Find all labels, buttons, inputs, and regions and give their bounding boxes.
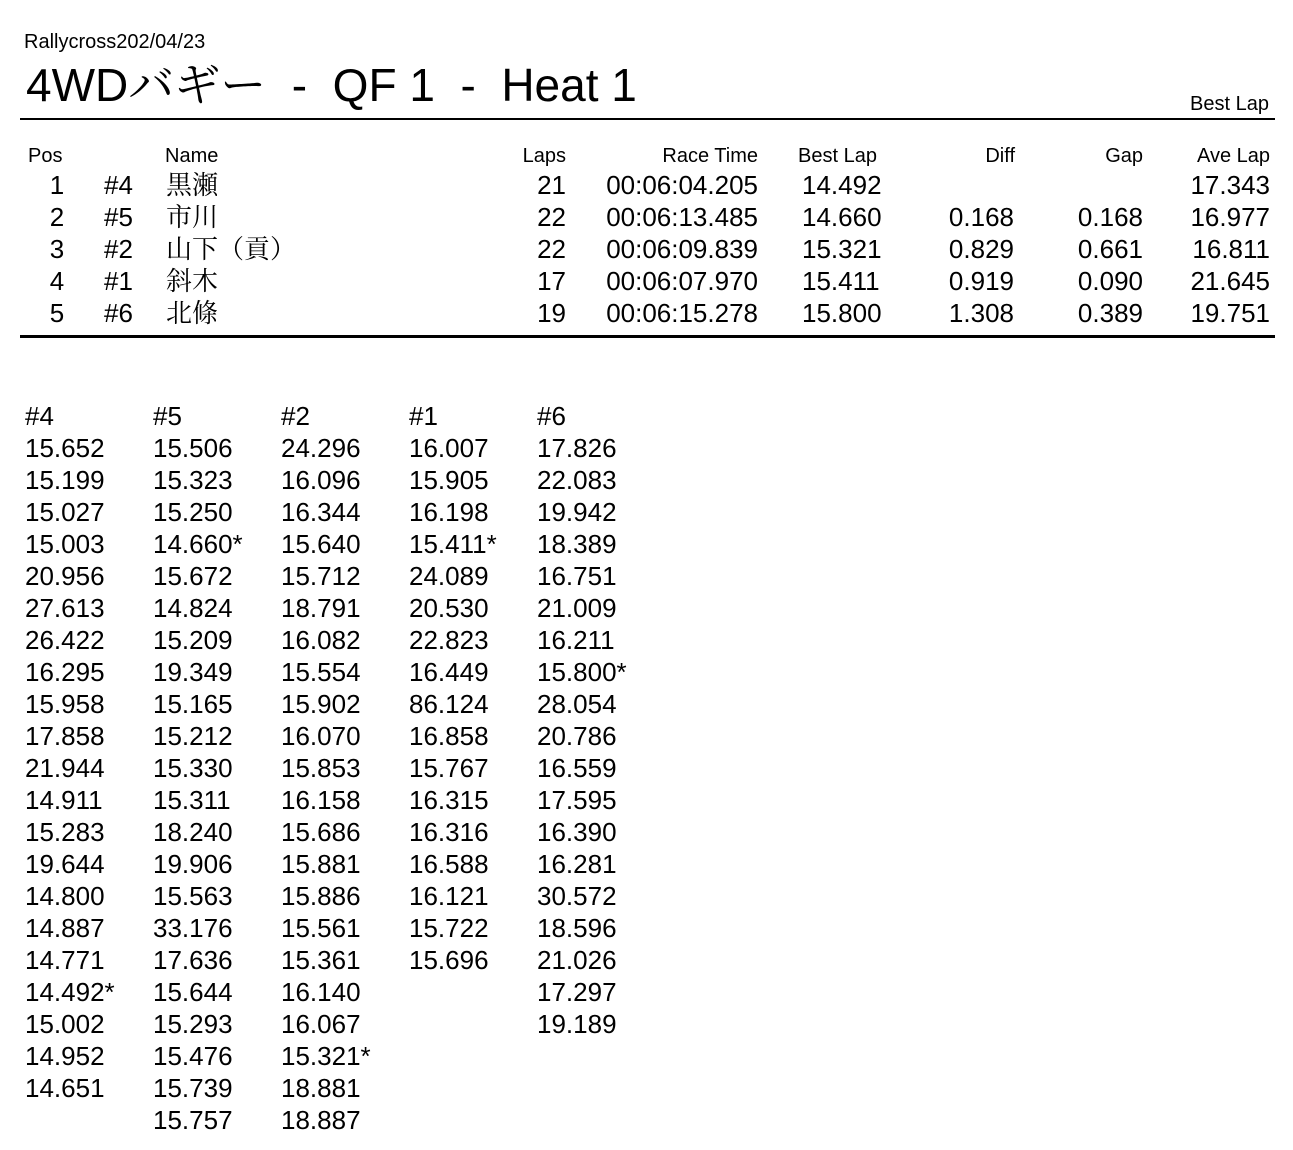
lap-time: 15.361	[281, 945, 361, 975]
lap-time: 15.212	[153, 721, 233, 751]
lap-time: 14.911	[25, 785, 103, 815]
lap-time: 18.596	[537, 913, 617, 943]
lap-time: 16.198	[409, 497, 489, 527]
lap-time: 15.853	[281, 753, 361, 783]
cell-name: 斜木	[166, 266, 219, 296]
lap-time: 19.942	[537, 497, 617, 527]
lap-time: 15.311	[153, 785, 231, 815]
lap-column	[153, 400, 243, 1136]
lap-time: 15.506	[153, 433, 233, 463]
lap-time: 21.026	[537, 945, 617, 975]
lap-time: 15.902	[281, 689, 361, 719]
lap-time: 16.315	[409, 785, 489, 815]
lap-time: 16.158	[281, 785, 361, 815]
cell-diff: 0.168	[948, 202, 1014, 232]
lap-time: 17.297	[537, 977, 617, 1007]
lap-time: 15.672	[153, 561, 233, 591]
lap-column-car-number: #2	[281, 401, 310, 431]
cell-race-time: 00:06:15.278	[606, 298, 758, 328]
lap-time: 15.686	[281, 817, 361, 847]
lap-time: 14.887	[25, 913, 105, 943]
lap-time: 15.644	[153, 977, 233, 1007]
lap-time: 15.330	[153, 753, 233, 783]
cell-pos: 4	[49, 266, 65, 296]
cell-diff: 1.308	[948, 298, 1014, 328]
lap-time: 19.644	[25, 849, 105, 879]
cell-race-time: 00:06:09.839	[606, 234, 758, 264]
lap-time: 15.767	[409, 753, 489, 783]
cell-gap: 0.389	[1077, 298, 1143, 328]
lap-time: 16.559	[537, 753, 617, 783]
lap-time: 18.881	[281, 1073, 361, 1103]
cell-laps: 21	[537, 170, 566, 200]
lap-time: 16.858	[409, 721, 489, 751]
cell-race-time: 00:06:04.205	[606, 170, 758, 200]
lap-time: 16.140	[281, 977, 361, 1007]
lap-time: 20.956	[25, 561, 105, 591]
header-name: Name	[165, 145, 219, 167]
lap-time: 15.563	[153, 881, 233, 911]
header-gap: Gap	[1105, 145, 1143, 167]
lap-column-car-number: #6	[537, 401, 566, 431]
report-subtitle: Rallycross202/04/23	[24, 31, 206, 53]
lap-time: 15.739	[153, 1073, 233, 1103]
lap-time: 27.613	[25, 593, 105, 623]
lap-time: 15.323	[153, 465, 233, 495]
lap-time: 15.886	[281, 881, 361, 911]
lap-time: 21.009	[537, 593, 617, 623]
lap-time: 22.083	[537, 465, 617, 495]
cell-name: 北條	[166, 298, 219, 328]
lap-time: 17.595	[537, 785, 617, 815]
cell-best-lap: 14.660	[802, 202, 882, 232]
lap-time: 17.826	[537, 433, 617, 463]
cell-laps: 19	[537, 298, 566, 328]
lap-time: 18.791	[281, 593, 361, 623]
lap-time: 18.240	[153, 817, 233, 847]
cell-laps: 22	[537, 202, 566, 232]
cell-gap: 0.661	[1077, 234, 1143, 264]
lap-time: 16.449	[409, 657, 489, 687]
lap-time: 16.067	[281, 1009, 361, 1039]
lap-column	[281, 400, 371, 1136]
lap-time: 15.250	[153, 497, 233, 527]
lap-time: 14.952	[25, 1041, 105, 1071]
lap-time: 18.887	[281, 1105, 361, 1135]
lap-time: 15.958	[25, 689, 105, 719]
sort-mode-label: Best Lap	[1190, 93, 1269, 115]
cell-race-time: 00:06:13.485	[606, 202, 758, 232]
lap-time: 15.283	[25, 817, 105, 847]
lap-time: 15.800*	[537, 657, 627, 687]
lap-time: 19.189	[537, 1009, 617, 1039]
lap-time: 28.054	[537, 689, 617, 719]
lap-time: 20.786	[537, 721, 617, 751]
lap-time: 16.295	[25, 657, 105, 687]
lap-time: 15.554	[281, 657, 361, 687]
lap-time: 16.316	[409, 817, 489, 847]
lap-time: 19.349	[153, 657, 233, 687]
lap-time: 24.089	[409, 561, 489, 591]
lap-time: 15.293	[153, 1009, 233, 1039]
lap-column	[25, 400, 115, 1104]
lap-time: 14.771	[25, 945, 105, 975]
cell-ave-lap: 16.977	[1190, 202, 1270, 232]
lap-time: 17.636	[153, 945, 233, 975]
lap-time: 21.944	[25, 753, 105, 783]
lap-time: 16.211	[537, 625, 615, 655]
lap-time: 15.722	[409, 913, 489, 943]
header-laps: Laps	[522, 145, 566, 167]
lap-time: 15.757	[153, 1105, 233, 1135]
lap-time: 14.492*	[25, 977, 115, 1007]
lap-column-car-number: #1	[409, 401, 438, 431]
cell-pos: 2	[49, 202, 65, 232]
cell-pos: 3	[49, 234, 65, 264]
header-ave-lap: Ave Lap	[1196, 145, 1270, 167]
header-best-lap: Best Lap	[798, 145, 877, 167]
header-race-time: Race Time	[662, 145, 758, 167]
lap-time: 22.823	[409, 625, 489, 655]
lap-time: 16.082	[281, 625, 361, 655]
cell-name: 市川	[166, 202, 219, 232]
lap-time: 16.751	[537, 561, 617, 591]
cell-best-lap: 15.321	[802, 234, 882, 264]
lap-time: 14.800	[25, 881, 105, 911]
lap-time: 16.070	[281, 721, 361, 751]
lap-time: 14.824	[153, 593, 233, 623]
lap-time: 18.389	[537, 529, 617, 559]
cell-number: #2	[104, 234, 133, 264]
lap-time: 16.390	[537, 817, 617, 847]
cell-number: #6	[104, 298, 133, 328]
lap-time: 16.121	[409, 881, 489, 911]
lap-time: 15.321*	[281, 1041, 371, 1071]
lap-time: 30.572	[537, 881, 617, 911]
lap-time: 20.530	[409, 593, 489, 623]
lap-time: 15.027	[25, 497, 105, 527]
cell-diff: 0.919	[948, 266, 1014, 296]
lap-time: 33.176	[153, 913, 233, 943]
lap-column-car-number: #4	[25, 401, 54, 431]
lap-time: 26.422	[25, 625, 105, 655]
cell-laps: 17	[537, 266, 566, 296]
lap-time: 15.002	[25, 1009, 105, 1039]
lap-time: 15.696	[409, 945, 489, 975]
lap-time: 15.712	[281, 561, 361, 591]
lap-time: 16.344	[281, 497, 361, 527]
lap-time: 16.281	[537, 849, 617, 879]
cell-pos: 1	[49, 170, 65, 200]
cell-gap: 0.090	[1077, 266, 1143, 296]
lap-time: 15.411*	[409, 529, 497, 559]
lap-column-car-number: #5	[153, 401, 182, 431]
cell-best-lap: 14.492	[802, 170, 882, 200]
header-diff: Diff	[985, 145, 1015, 167]
cell-best-lap: 15.411	[802, 266, 880, 296]
cell-gap: 0.168	[1077, 202, 1143, 232]
header-pos: Pos	[28, 145, 63, 167]
cell-name: 山下（貢）	[166, 234, 297, 264]
bottom-divider	[20, 335, 1275, 338]
cell-ave-lap: 21.645	[1190, 266, 1270, 296]
cell-diff: 0.829	[948, 234, 1014, 264]
report-title: 4WDバギー - QF 1 - Heat 1	[26, 59, 637, 111]
cell-name: 黒瀬	[166, 170, 219, 200]
cell-laps: 22	[537, 234, 566, 264]
top-divider	[20, 118, 1275, 120]
lap-time: 19.906	[153, 849, 233, 879]
lap-time: 15.561	[281, 913, 361, 943]
lap-time: 15.905	[409, 465, 489, 495]
cell-pos: 5	[49, 298, 65, 328]
lap-time: 17.858	[25, 721, 105, 751]
cell-ave-lap: 17.343	[1190, 170, 1270, 200]
cell-ave-lap: 16.811	[1192, 234, 1270, 264]
cell-number: #5	[104, 202, 133, 232]
lap-time: 16.588	[409, 849, 489, 879]
cell-race-time: 00:06:07.970	[606, 266, 758, 296]
lap-time: 86.124	[409, 689, 489, 719]
lap-time: 15.165	[153, 689, 233, 719]
cell-best-lap: 15.800	[802, 298, 882, 328]
lap-time: 14.651	[25, 1073, 105, 1103]
lap-time: 24.296	[281, 433, 361, 463]
lap-time: 16.007	[409, 433, 489, 463]
lap-time: 15.881	[281, 849, 361, 879]
lap-time: 15.476	[153, 1041, 233, 1071]
lap-time: 15.652	[25, 433, 105, 463]
cell-number: #1	[104, 266, 133, 296]
lap-time: 14.660*	[153, 529, 243, 559]
lap-column	[409, 400, 497, 976]
lap-time: 15.209	[153, 625, 233, 655]
lap-time: 15.640	[281, 529, 361, 559]
lap-column	[537, 400, 627, 1040]
lap-time: 15.003	[25, 529, 105, 559]
cell-number: #4	[104, 170, 133, 200]
cell-ave-lap: 19.751	[1190, 298, 1270, 328]
lap-time: 16.096	[281, 465, 361, 495]
lap-time: 15.199	[25, 465, 105, 495]
